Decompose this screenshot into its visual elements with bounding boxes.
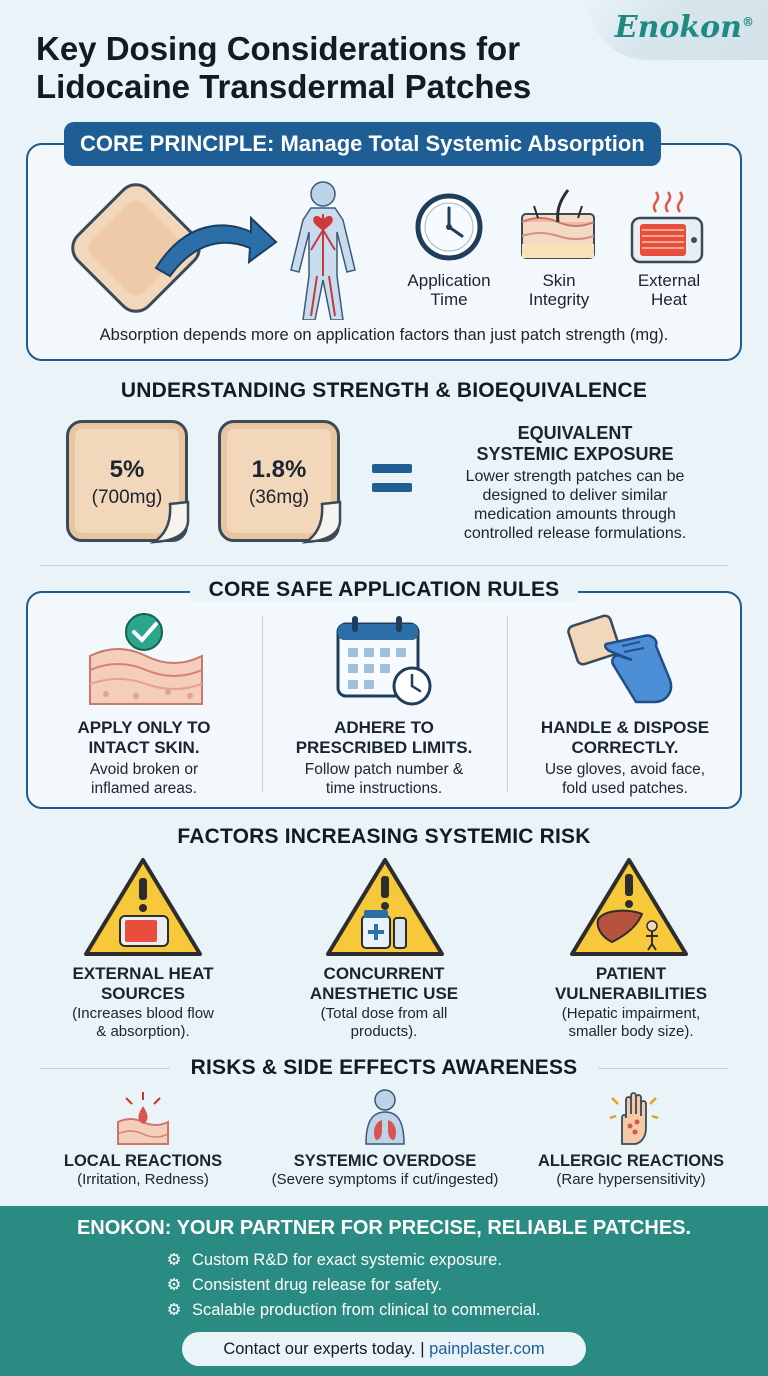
patch-5-percent-label: 5% (700mg) [91,456,163,508]
risk-heat-title: EXTERNAL HEAT SOURCES [72,964,214,1003]
human-body-icon [291,182,355,320]
page-title: Key Dosing Considerations for Lidocaine Transdermal Patches [36,30,532,105]
intact-skin-check-icon [86,612,206,708]
allergic-reactions-title: ALLERGIC REACTIONS [537,1152,725,1170]
divider [40,565,728,566]
skin-layers-icon [518,188,598,264]
risk-heat-body: (Increases blood flow & absorption). [72,1005,214,1040]
brand-logo: Enokon® [614,10,754,45]
core-principle-pill: CORE PRINCIPLE: Manage Total Systemic Absorption [64,122,661,166]
factor-application-time: Application Time [407,271,491,309]
local-reactions-body: (Irritation, Redness) [77,1171,209,1188]
skin-irritation-icon [116,1090,170,1146]
warning-heat-icon [82,854,204,958]
footer-bullet: ⚙ Scalable production from clinical to commercial. [164,1300,540,1320]
risk-patient-body: (Hepatic impairment, smaller body size). [561,1005,701,1040]
allergic-hand-icon [606,1088,662,1146]
patch-1-8-percent-label: 1.8% (36mg) [248,456,310,508]
lungs-body-icon [358,1088,412,1146]
divider [262,616,263,792]
local-reactions-title: LOCAL REACTIONS [63,1152,223,1170]
peel-corner-icon [302,500,344,544]
gear-icon: ⚙ [166,1301,182,1319]
footer-bullet: ⚙ Custom R&D for exact systemic exposure. [164,1250,502,1270]
factor-skin-integrity: Skin Integrity [528,271,590,309]
equals-icon [372,462,412,494]
website-link[interactable]: painplaster.com [429,1340,545,1358]
risk-anesthetic-title: CONCURRENT ANESTHETIC USE [309,964,459,1003]
heating-pad-icon [628,188,708,264]
warning-medication-icon [324,854,446,958]
peel-corner-icon [150,500,192,544]
calendar-clock-icon [334,614,434,706]
factor-external-heat: External Heat [637,271,701,309]
warning-liver-icon [568,854,690,958]
rule-prescribed-limits-title: ADHERE TO PRESCRIBED LIMITS. [295,718,473,757]
equivalent-exposure-body: Lower strength patches can be designed to deliver similar medication amounts through controlled release formulations. [463,468,687,542]
absorption-note: Absorption depends more on application factors than just patch strength (mg). [99,326,669,344]
risk-anesthetic-body: (Total dose from all products). [320,1005,448,1040]
contact-button[interactable]: Contact our experts today. | painplaster.com [182,1332,586,1366]
clock-icon [414,192,484,262]
rule-dispose-body: Use gloves, avoid face, fold used patches. [544,761,706,797]
allergic-reactions-body: (Rare hypersensitivity) [556,1171,706,1188]
rule-intact-skin-title: APPLY ONLY TO INTACT SKIN. [77,718,211,757]
systemic-overdose-title: SYSTEMIC OVERDOSE [293,1152,477,1170]
patch-to-body-illustration [66,180,386,320]
equivalent-exposure-title: EQUIVALENT SYSTEMIC EXPOSURE [476,423,674,464]
rule-dispose-title: HANDLE & DISPOSE CORRECTLY. [540,718,710,757]
awareness-section-title: RISKS & SIDE EFFECTS AWARENESS [190,1056,578,1079]
rule-prescribed-limits-body: Follow patch number & time instructions. [304,761,464,797]
gear-icon: ⚙ [166,1276,182,1294]
systemic-overdose-body: (Severe symptoms if cut/ingested) [271,1171,499,1188]
footer-title: ENOKON: YOUR PARTNER FOR PRECISE, RELIABLE PATCHES. [76,1217,692,1239]
risk-patient-title: PATIENT VULNERABILITIES [554,964,708,1003]
footer-bullet: ⚙ Consistent drug release for safety. [164,1275,442,1295]
risk-section-title: FACTORS INCREASING SYSTEMIC RISK [177,825,591,848]
rule-intact-skin-body: Avoid broken or inflamed areas. [89,761,199,797]
strength-section-title: UNDERSTANDING STRENGTH & BIOEQUIVALENCE [120,379,648,402]
gloved-hand-patch-icon [566,610,684,706]
gear-icon: ⚙ [166,1251,182,1269]
divider [507,616,508,792]
rules-section-title: CORE SAFE APPLICATION RULES [190,578,578,602]
